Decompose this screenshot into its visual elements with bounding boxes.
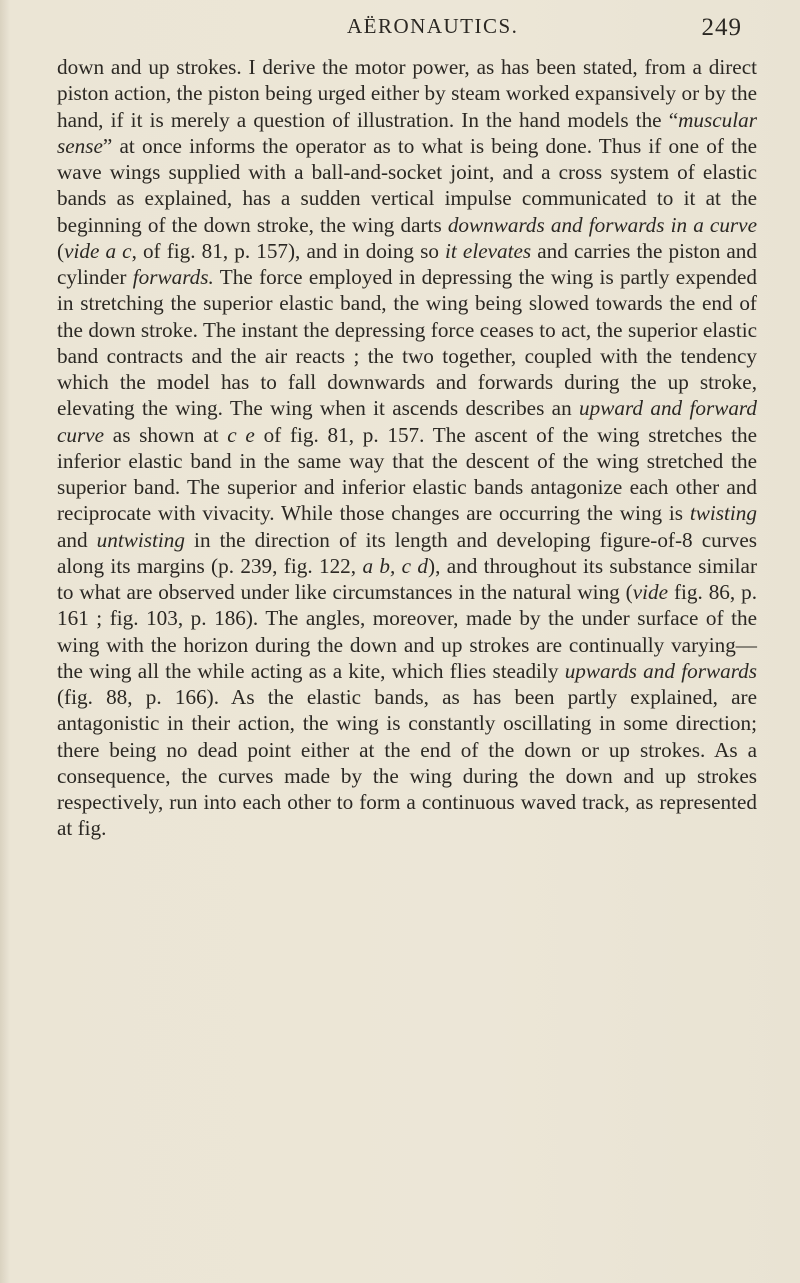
text-run: ( [57,238,65,263]
text-run: and carries the piston and cylinder [57,238,757,289]
text-run: in the direction of its length and developing figure-of-8 curves along its margins (p. 239, fig. 122, [57,527,757,578]
italic-run: upward and forward curve [57,396,757,447]
text-run: ” at once informs the operator as to what is being done. Thus if one of the wave wings supplied with a ball-and-socket joint, and a cross system of elastic bands as explained, has a sudden vertical impulse communicated to it at the beginning of the down stroke, the wing darts [57,133,757,237]
page-number: 249 [701,14,742,41]
text-run: The force employed in depressing the wing is partly expended in stretching the superior elastic band, the wing being slowed towards the end of the down stroke. The instant the depressing force ceases to act, the superior elastic band contracts and the air reacts ; the two together, coupled with the tendency which the model has to fall downwards and forwards during the up stroke, elevating the wing. The wing when it ascends describes an [57,265,757,421]
italic-run: muscular sense [57,107,757,158]
text-run: and [57,527,97,552]
italic-run: c e [227,422,255,447]
italic-run: upwards and forwards [564,658,757,683]
text-run: (fig. 88, p. 166). As the elastic bands, as has been partly explained, are antagonistic in their action, the wing is constantly oscillating in some direction; there being no dead point either at the end of the down or up strokes. As a consequence, the curves made by the wing during the down and up strokes respectively, run into each other to form a continuous waved track, as represented at fig. [57,685,757,841]
text-run: down and up strokes. I derive the motor power, as has been stated, from a direct piston action, the piston being urged either by steam worked expansively or by the hand, if it is merely a question of illustration. In the hand models the “ [57,55,757,132]
italic-run: twisting [689,501,757,526]
italic-run: vide a c [64,238,132,263]
italic-run: forwards. [132,265,214,289]
body-text [57,54,757,842]
text-run: fig. 86, p. 161 ; fig. 103, p. 186). The angles, moreover, made by the under surface of the wing with the horizon during the down and up strokes are continually varying—the wing all the while acting as a kite, which flies steadily [57,580,757,683]
running-title: AËRONAUTICS. [347,14,519,38]
italic-run: untwisting [96,527,185,552]
text-run: , of fig. 81, p. 157), and in doing so [131,238,446,263]
page-header [0,14,800,44]
italic-run: a b, c d [362,553,429,578]
italic-run: downwards and forwards in a curve [447,212,757,237]
italic-run: vide [632,580,669,604]
italic-run: it elevates [445,238,532,263]
text-run: as shown at [104,422,228,447]
text-run: of fig. 81, p. 157. The ascent of the wing stretches the inferior elastic band in the same way that the descent of the wing stretched the superior band. The superior and inferior elastic bands antagonize each other and reciprocate with vivacity. While those changes are occurring the wing is [57,422,757,526]
paragraph [57,54,757,842]
text-run: ), and throughout its substance similar to what are observed under like circumstances in the natural wing ( [57,553,758,604]
